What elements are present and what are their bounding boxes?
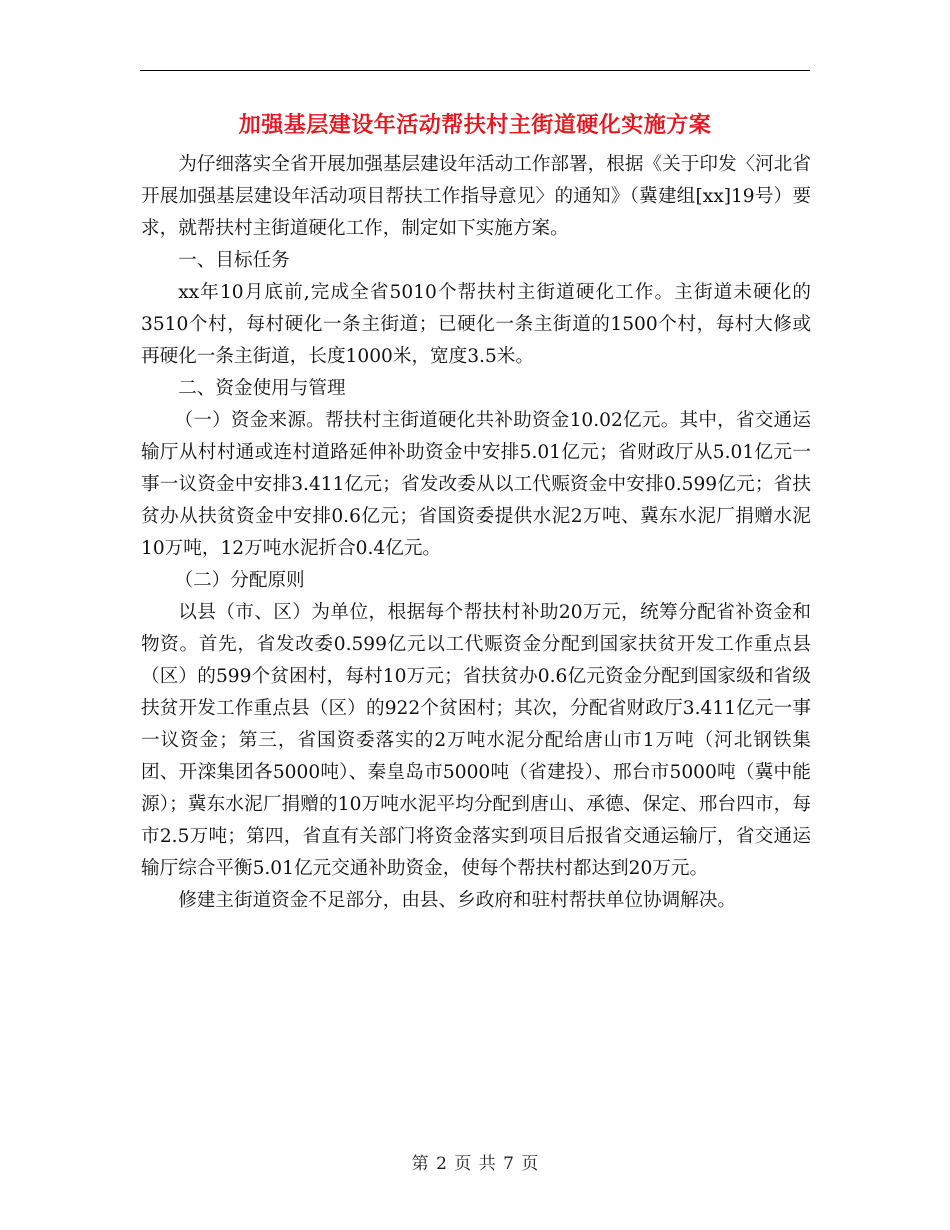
paragraph-shortfall: 修建主街道资金不足部分，由县、乡政府和驻村帮扶单位协调解决。 <box>178 890 737 911</box>
heading-funds: 二、资金使用与管理 <box>178 378 346 399</box>
document-title: 加强基层建设年活动帮扶村主街道硬化实施方案 <box>238 112 712 138</box>
paragraph-goals: xx年10月底前,完成全省5010个帮扶村主街道硬化工作。主街道未硬化的3510个村，每村硬化一条主街道；已硬化一条主街道的1500个村，每村大修或再硬化一条主街道，长度1000米，宽度3.5米。 <box>141 282 812 367</box>
heading-allocation: （二）分配原则 <box>174 570 305 591</box>
heading-goals: 一、目标任务 <box>178 250 290 271</box>
page-number: 第 2 页 共 7 页 <box>411 1154 539 1174</box>
document-body <box>141 149 811 917</box>
header-rule <box>140 70 810 71</box>
paragraph-fund-sources: （一）资金来源。帮扶村主街道硬化共补助资金10.02亿元。其中，省交通运输厅从村村通或连村道路延伸补助资金中安排5.01亿元；省财政厅从5.01亿元一事一议资金中安排3.411亿元；省发改委从以工代赈资金中安排0.599亿元；省扶贫办从扶贫资金中安排0.6亿元；省国资委提供水泥2万吨、冀东水泥厂捐赠水泥10万吨，12万吨水泥折合0.4亿元。 <box>141 410 811 559</box>
paragraph-allocation: 以县（市、区）为单位，根据每个帮扶村补助20万元，统筹分配省补资金和物资。首先，省发改委0.599亿元以工代赈资金分配到国家扶贫开发工作重点县（区）的599个贫困村，每村10万元；省扶贫办0.6亿元资金分配到国家级和省级扶贫开发工作重点县（区）的922个贫困村；其次，分配省财政厅3.411亿元一事一议资金；第三，省国资委落实的2万吨水泥分配给唐山市1万吨（河北钢铁集团、开滦集团各5000吨）、秦皇岛市5000吨（省建投）、邢台市5000吨（冀中能源）；冀东水泥厂捐赠的10万吨水泥平均分配到唐山、承德、保定、邢台四市，每市2.5万吨；第四，省直有关部门将资金落实到项目后报省交通运输厅，省交通运输厅综合平衡5.01亿元交通补助资金，使每个帮扶村都达到20万元。 <box>141 602 811 879</box>
paragraph-intro: 为仔细落实全省开展加强基层建设年活动工作部署，根据《关于印发〈河北省开展加强基层建设年活动项目帮扶工作指导意见〉的通知》（冀建组[xx]19号）要求，就帮扶村主街道硬化工作，制定如下实施方案。 <box>141 154 811 239</box>
